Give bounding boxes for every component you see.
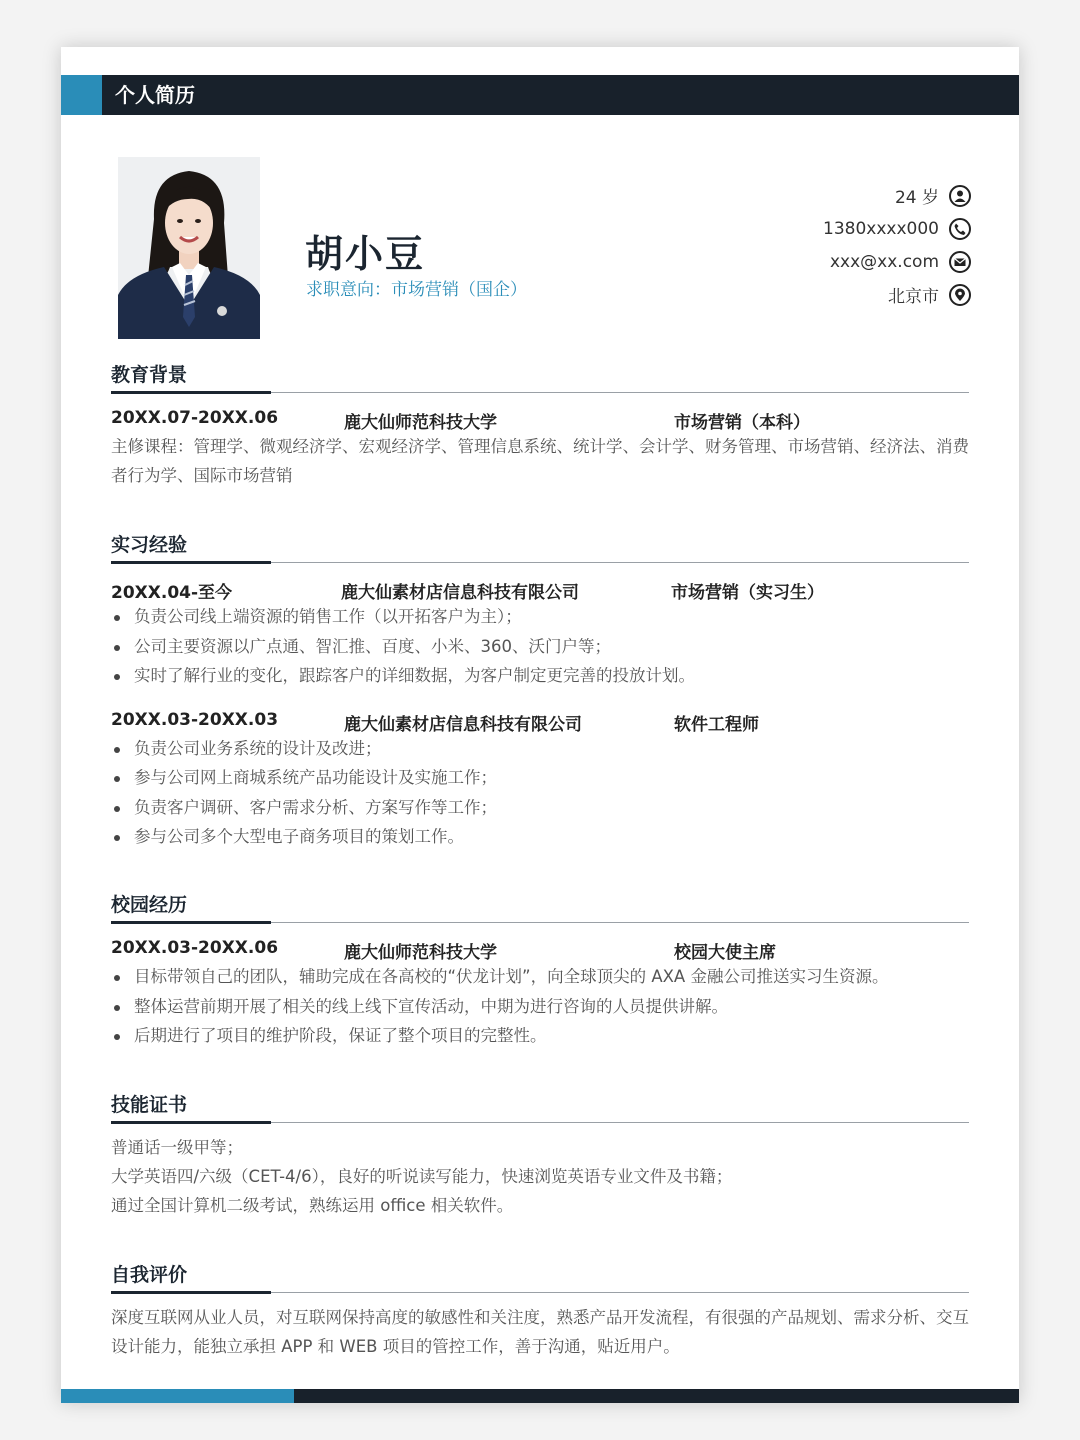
- list-item: 参与公司多个大型电子商务项目的策划工作。: [111, 822, 969, 852]
- skills-section: [111, 1093, 969, 1220]
- entry-role: 市场营销（本科）: [674, 413, 810, 433]
- section-underline: [111, 561, 271, 564]
- header-bar: [61, 75, 1019, 115]
- section-title: 教育背景: [111, 364, 188, 386]
- section-header: [111, 533, 969, 563]
- bullet-list: [111, 734, 969, 852]
- skill-line: 普通话一级甲等；: [111, 1138, 243, 1157]
- skill-line: 大学英语四/六级（CET-4/6），良好的听说读写能力，快速浏览英语专业文件及书籍；: [111, 1167, 733, 1186]
- section-underline: [111, 391, 271, 394]
- bullet-list: [111, 602, 969, 691]
- entry-header: [111, 573, 969, 602]
- education-section: [111, 363, 969, 490]
- footer-bar: [61, 1389, 1019, 1403]
- skills-list: [111, 1133, 969, 1220]
- list-item: 后期进行了项目的维护阶段，保证了整个项目的完整性。: [111, 1021, 969, 1051]
- list-item: 整体运营前期开展了相关的线上线下宣传活动，中期为进行咨询的人员提供讲解。: [111, 992, 969, 1022]
- entry-header: [111, 403, 969, 432]
- self-evaluation-text: 深度互联网从业人员，对互联网保持高度的敏感性和关注度，熟悉产品开发流程，有很强的产品规划、需求分析、交互设计能力，能独立承担 APP 和 WEB 项目的管控工作，善于沟通，贴近用户。: [111, 1308, 969, 1356]
- entry-role: 市场营销（实习生）: [671, 583, 824, 603]
- section-underline: [111, 1291, 271, 1294]
- job-intent: 求职意向：市场营销（国企）: [306, 280, 527, 300]
- entry-org: 鹿大仙素材店信息科技有限公司: [344, 714, 582, 735]
- bullet-list: [111, 962, 969, 1051]
- entry-date: 20XX.03-20XX.06: [111, 938, 279, 958]
- phone-icon: [949, 218, 971, 240]
- entry-date: 20XX.04-至今: [111, 583, 233, 603]
- self-evaluation-section: [111, 1263, 969, 1361]
- contact-info: [711, 179, 971, 311]
- entry-org: 鹿大仙师范科技大学: [344, 943, 497, 963]
- footer-accent-block: [61, 1389, 294, 1403]
- section-title: 自我评价: [111, 1264, 188, 1286]
- age-row: [711, 179, 971, 212]
- age-value: 24 岁: [894, 188, 939, 208]
- section-underline: [111, 921, 271, 924]
- entry-org: 鹿大仙师范科技大学: [344, 413, 497, 433]
- profile-photo: [118, 157, 260, 339]
- section-header: [111, 1093, 969, 1123]
- list-item: 负责客户调研、客户需求分析、方案写作等工作；: [111, 793, 969, 823]
- email-value: xxx@xx.com: [829, 251, 939, 272]
- skill-line: 通过全国计算机二级考试，熟练运用 office 相关软件。: [111, 1196, 514, 1215]
- list-item: 公司主要资源以广点通、智汇推、百度、小米、360、沃门户等；: [111, 632, 969, 662]
- section-header: [111, 363, 969, 393]
- entry-role: 软件工程师: [674, 714, 759, 735]
- section-title: 校园经历: [111, 894, 188, 916]
- section-header: [111, 893, 969, 923]
- entry-date: 20XX.03-20XX.03: [111, 709, 279, 730]
- entry-header: [111, 705, 969, 734]
- city-row: [711, 278, 971, 311]
- resume-page: [61, 47, 1019, 1403]
- entry-role: 校园大使主席: [674, 943, 776, 963]
- entry-date: 20XX.07-20XX.06: [111, 408, 279, 428]
- list-item: 负责公司业务系统的设计及改进；: [111, 734, 969, 764]
- section-underline: [111, 1121, 271, 1124]
- email-row: [711, 245, 971, 278]
- candidate-name: 胡小豆: [305, 232, 426, 276]
- resume-title: 个人简历: [115, 83, 195, 107]
- list-item: 目标带领自己的团队，辅助完成在各高校的“伏龙计划”，向全球顶尖的 AXA 金融公司推送实习生资源。: [111, 962, 969, 992]
- person-icon: [949, 185, 971, 207]
- city-value: 北京市: [888, 287, 939, 307]
- phone-value: 1380xxxx000: [823, 218, 939, 239]
- location-pin-icon: [949, 284, 971, 306]
- internship-section: [111, 533, 969, 852]
- list-item: 参与公司网上商城系统产品功能设计及实施工作；: [111, 763, 969, 793]
- entry-org: 鹿大仙素材店信息科技有限公司: [341, 583, 579, 603]
- list-item: 实时了解行业的变化，跟踪客户的详细数据，为客户制定更完善的投放计划。: [111, 661, 969, 691]
- section-header: [111, 1263, 969, 1293]
- phone-row: [711, 212, 971, 245]
- entry-header: [111, 933, 969, 962]
- list-item: 负责公司线上端资源的销售工作（以开拓客户为主）；: [111, 602, 969, 632]
- header-accent-block: [61, 75, 102, 115]
- mail-icon: [949, 251, 971, 273]
- portrait-illustration: [118, 157, 260, 339]
- campus-section: [111, 893, 969, 1051]
- section-title: 技能证书: [111, 1094, 188, 1116]
- section-title: 实习经验: [111, 534, 188, 556]
- courses-text: 主修课程：管理学、微观经济学、宏观经济学、管理信息系统、统计学、会计学、财务管理、市场营销、经济法、消费者行为学、国际市场营销: [111, 437, 969, 485]
